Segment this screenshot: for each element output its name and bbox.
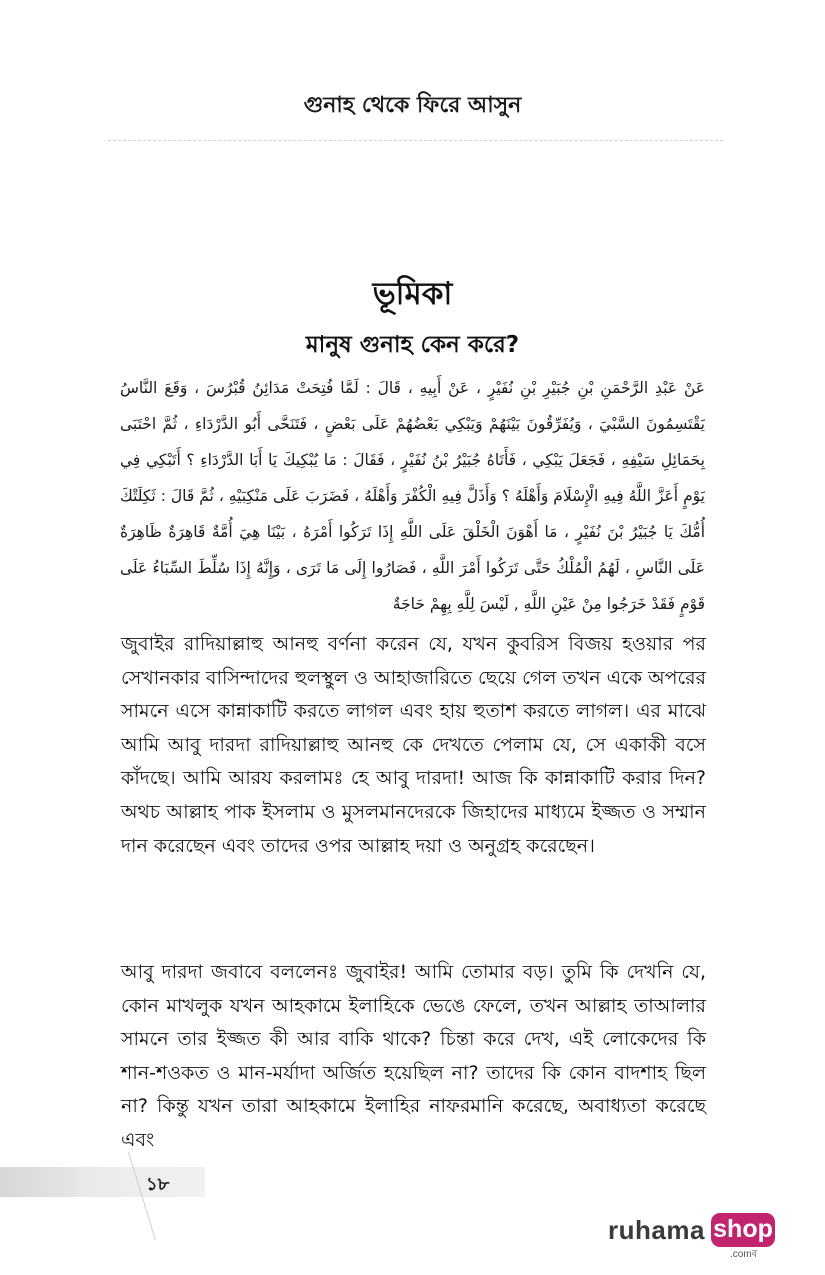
brand-highlight-text: shop (713, 1215, 773, 1243)
brand-name: ruhama (608, 1215, 705, 1245)
chapter-title: ভূমিকা (372, 276, 453, 312)
footer-band-shade (0, 1167, 78, 1197)
brand-logo (608, 1213, 778, 1261)
body-paragraph-1: জুবাইর রাদিয়াল্লাহু আনহু বর্ণনা করেন যে, যখন কুবরিস বিজয় হওয়ার পর সেখানকার বাসিন্দাদের হুলস্থুল ও আহাজারিতে ছেয়ে গেল তখন একে অপরের সামনে এসে কান্নাকাটি করতে লাগল এবং হায় হুতাশ করতে লাগল। এর মাঝে আমি আবু দারদা রাদিয়াল্লাহু আনহু কে দেখতে পেলাম যে, সে একাকী বসে কাঁদছে। আমি আরয করলামঃ হে আবু দারদা! আজ কি কান্নাকাটি করার দিন? অথচ আল্লাহ পাক ইসলাম ও মুসলমানদেরকে জিহাদের মাধ্যমে ইজ্জত ও সম্মান দান করেছেন এবং তাদের ওপর আল্লাহ দয়া ও অনুগ্রহ করেছেন। (121, 633, 706, 857)
header-divider (108, 140, 723, 141)
page-number: ১৮ (146, 1174, 170, 1195)
section-subtitle: মানুষ গুনাহ কেন করে? (305, 332, 520, 358)
arabic-hadith-text: عَنْ عَبْدِ الرَّحْمَنِ بْنِ جُبَيْرِ بْنِ نُفَيْرٍ ، عَنْ أَبِيهِ ، قَالَ : لَمَّا فُتِحَتْ مَدَائِنُ قُبْرُسَ ، وَقَعَ النَّاسُ يَقْتَسِمُونَ السَّبْيَ ، وَيُفَرِّقُونَ بَيْنَهُمْ وَيَبْكِي بَعْضُهُمْ عَلَى بَعْضٍ ، فَتَنَحَّى أَبُو الدَّرْدَاءِ ، ثُمَّ احْتَبَى بِحَمَائِلِ سَيْفِهِ ، فَجَعَلَ يَبْكِي ، فَأَتَاهُ جُبَيْرُ بْنُ نُفَيْرٍ ، فَقَالَ : مَا يُبْكِيكَ يَا أَبَا الدَّرْدَاءِ ؟ أَتَبْكِي فِي يَوْمٍ أَعَزَّ اللَّهُ فِيهِ الْإِسْلَامَ وَأَهْلَهُ ؟ وَأَذَلَّ فِيهِ الْكُفْرَ وَأَهْلَهُ ، فَضَرَبَ عَلَى مَنْكِبَيْهِ ، ثُمَّ قَالَ : ثَكِلَتْكَ أُمُّكَ يَا جُبَيْرُ بْنَ نُفَيْرٍ ، مَا أَهْوَنَ الْخَلْقَ عَلَى اللَّهِ إِذَا تَرَكُوا أَمْرَهُ ، بَيْنَا هِيَ أُمَّةٌ قَاهِرَةٌ ظَاهِرَةٌ عَلَى النَّاسِ ، لَهُمُ الْمُلْكُ حَتَّى تَرَكُوا أَمْرَ اللَّهِ ، فَصَارُوا إِلَى مَا تَرَى ، وَإِنَّهُ إِذَا سُلِّطَ السِّبَاءُ عَلَى قَوْمٍ فَقَدْ خَرَجُوا مِنْ عَيْنِ اللَّهِ , لَيْسَ لِلَّهِ بِهِمْ حَاجَةٌ (120, 379, 705, 613)
brand-domain: .comব (730, 1249, 758, 1260)
body-paragraph-2: আবু দারদা জবাবে বললেনঃ জুবাইর! আমি তোমার বড়। তুমি কি দেখনি যে, কোন মাখলুক যখন আহকামে ইলাহিকে ভেঙে ফেলে, তখন আল্লাহ তাআলার সামনে তার ইজ্জত কী আর বাকি থাকে? চিন্তা করে দেখ, এই লোকেদের কি শান-শওকত ও মান-মর্যাদা অর্জিত হয়েছিল না? তাদের কি কোন বাদশাহ ছিল না? কিন্তু যখন তারা আহকামে ইলাহির নাফরমানি করেছে, অবাধ্যতা করেছে এবং (121, 961, 706, 1151)
running-header: গুনাহ থেকে ফিরে আসুন (303, 93, 522, 118)
brand-highlight-badge (711, 1213, 775, 1247)
